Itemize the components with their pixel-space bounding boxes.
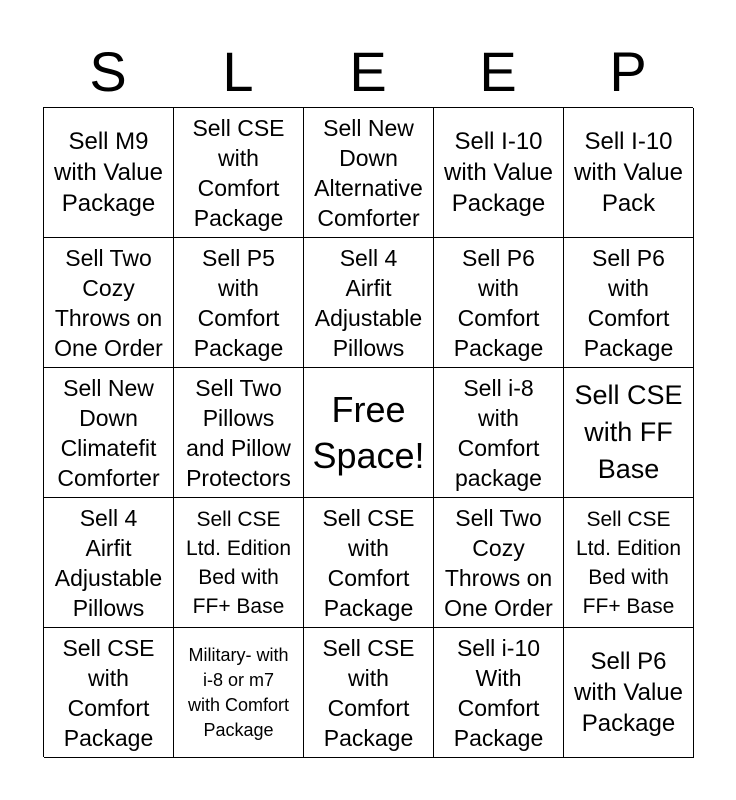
bingo-cell-r1-c4[interactable] (564, 238, 694, 368)
header-letter-p: P (609, 40, 647, 103)
cell-text: Sell CSE Ltd. Edition Bed with FF+ Base (185, 507, 292, 618)
cell-text: Sell 4 Airfit Adjustable Pillows (54, 504, 163, 621)
header-letter-s: S (89, 40, 127, 103)
cell-text: Sell Two Cozy Throws on One Order (444, 504, 553, 621)
bingo-cell-r2-c0[interactable] (44, 368, 174, 498)
cell-text: Sell P6 with Comfort Package (583, 244, 674, 361)
cell-text: Sell CSE with Comfort Package (322, 504, 415, 621)
cell-text: Sell P6 with Value Package (574, 648, 683, 737)
bingo-cell-r2-c1[interactable] (174, 368, 304, 498)
cell-text: Sell New Down Alternative Comforter (314, 114, 423, 231)
bingo-cell-r0-c1[interactable] (174, 108, 304, 238)
bingo-cell-r3-c2[interactable] (304, 498, 434, 628)
cell-text: Sell 4 Airfit Adjustable Pillows (314, 244, 423, 361)
cell-text: Sell CSE Ltd. Edition Bed with FF+ Base (575, 507, 682, 618)
bingo-cell-r0-c0[interactable] (44, 108, 174, 238)
header-letter-e2: E (479, 40, 517, 103)
bingo-cell-r1-c3[interactable] (434, 238, 564, 368)
bingo-cell-r3-c3[interactable] (434, 498, 564, 628)
cell-text: Sell M9 with Value Package (54, 128, 163, 217)
bingo-cell-r3-c4[interactable] (564, 498, 694, 628)
cell-text: Sell I-10 with Value Package (444, 128, 553, 217)
bingo-header (43, 40, 693, 104)
bingo-cell-r0-c2[interactable] (304, 108, 434, 238)
free-space-text: Free Space! (312, 388, 425, 476)
cell-text: Sell Two Cozy Throws on One Order (54, 244, 163, 361)
bingo-cell-r4-c0[interactable] (44, 628, 174, 758)
cell-text: Sell CSE with FF Base (574, 380, 683, 484)
bingo-cell-r0-c4[interactable] (564, 108, 694, 238)
bingo-cell-r4-c2[interactable] (304, 628, 434, 758)
bingo-cell-r4-c1[interactable] (174, 628, 304, 758)
cell-text: Sell CSE with Comfort Package (322, 634, 415, 751)
header-letter-e1: E (349, 40, 387, 103)
bingo-cell-r4-c4[interactable] (564, 628, 694, 758)
bingo-cell-r0-c3[interactable] (434, 108, 564, 238)
cell-text: Sell I-10 with Value Pack (574, 128, 683, 217)
bingo-cell-r2-c3[interactable] (434, 368, 564, 498)
bingo-cell-r3-c0[interactable] (44, 498, 174, 628)
cell-text: Sell New Down Climatefit Comforter (57, 374, 160, 491)
bingo-cell-r1-c0[interactable] (44, 238, 174, 368)
cell-text: Sell P5 with Comfort Package (193, 244, 284, 361)
bingo-cell-r1-c1[interactable] (174, 238, 304, 368)
bingo-cell-r1-c2[interactable] (304, 238, 434, 368)
bingo-cell-r3-c1[interactable] (174, 498, 304, 628)
cell-text: Sell P6 with Comfort Package (453, 244, 544, 361)
cell-text: Military- with i-8 or m7 with Comfort Package (187, 644, 290, 740)
cell-text: Sell CSE with Comfort Package (192, 114, 285, 231)
bingo-cell-free-space[interactable] (304, 368, 434, 498)
cell-text: Sell CSE with Comfort Package (62, 634, 155, 751)
bingo-cell-r4-c3[interactable] (434, 628, 564, 758)
cell-text: Sell Two Pillows and Pillow Protectors (186, 374, 291, 491)
cell-text: Sell i-8 with Comfort package (455, 374, 542, 491)
cell-text: Sell i-10 With Comfort Package (453, 634, 544, 751)
bingo-board (43, 107, 693, 757)
header-letter-l: L (222, 40, 254, 103)
bingo-cell-r2-c4[interactable] (564, 368, 694, 498)
